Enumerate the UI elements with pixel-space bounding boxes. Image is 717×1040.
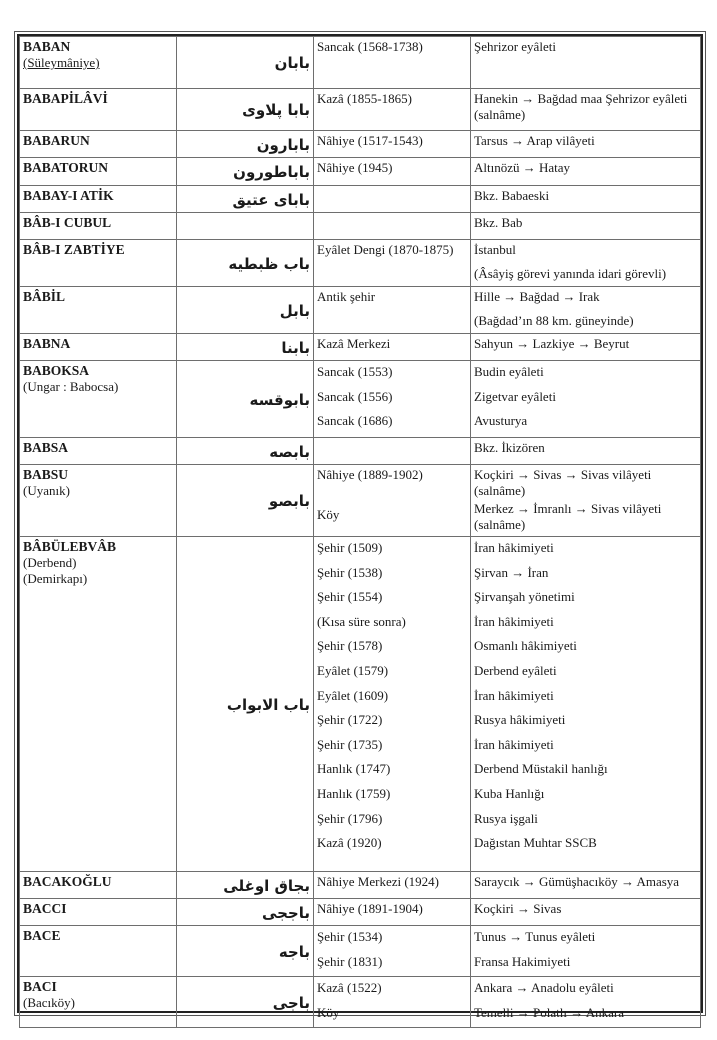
table-frame: [14, 31, 706, 1020]
notes-cell: [471, 37, 701, 89]
note: İran hâkimiyeti: [474, 613, 554, 629]
admin-type-cell: [314, 37, 471, 89]
note: (Âsâyiş görevi yanında idari görevli): [474, 266, 667, 281]
note: İstanbul: [474, 242, 516, 257]
ottoman-name-cell: بابای عتیق: [177, 186, 314, 213]
place-name: BÂB-I ZABTİYE: [23, 242, 125, 257]
note: Derbend Müstakil hanlığı: [474, 761, 608, 777]
admin-type: Nâhiye (1945): [317, 160, 393, 175]
admin-type: Köy: [317, 1004, 340, 1020]
admin-type-cell: [314, 131, 471, 158]
ottoman-name-cell: بابنا: [177, 334, 314, 361]
admin-type: Sancak (1568-1738): [317, 39, 423, 54]
note: Zigetvar eyâleti: [474, 388, 556, 404]
place-name-cell: [20, 158, 177, 186]
table-row: [20, 537, 701, 872]
place-name-cell: [20, 186, 177, 213]
ottoman-name-cell: باب ظبطیه: [177, 240, 314, 287]
admin-type: Eyâlet (1579): [317, 662, 389, 678]
table-row: [20, 334, 701, 361]
place-name-cell: [20, 926, 177, 977]
note: Sahyun → Lazkiye → Beyrut: [474, 336, 630, 351]
admin-type: Kazâ (1522): [317, 980, 382, 996]
table-row: [20, 131, 701, 158]
admin-type-cell: [314, 89, 471, 131]
admin-type: Şehir (1722): [317, 712, 383, 728]
place-name-cell: [20, 89, 177, 131]
admin-type: Şehir (1796): [317, 810, 383, 826]
notes-cell: [471, 334, 701, 361]
notes-cell: [471, 899, 701, 926]
ottoman-name-cell: باجه: [177, 926, 314, 977]
admin-type: Şehir (1578): [317, 638, 383, 654]
admin-type-cell: [314, 926, 471, 977]
alternate-name: (Bacıköy): [23, 995, 75, 1011]
table-row: [20, 186, 701, 213]
place-name-cell: [20, 899, 177, 926]
ottoman-name-cell: بابل: [177, 287, 314, 334]
note: Osmanlı hâkimiyeti: [474, 638, 577, 654]
note: Temelli → Polatlı → Ankara: [474, 1004, 625, 1020]
note: Bkz. Bab: [474, 215, 523, 230]
note: (Bağdad’ın 88 km. güneyinde): [474, 313, 634, 328]
place-name-cell: [20, 213, 177, 240]
note: Avusturya: [474, 413, 528, 429]
notes-cell: [471, 240, 701, 287]
note: Fransa Hakimiyeti: [474, 953, 571, 969]
admin-type: Köy: [317, 507, 340, 522]
notes-cell: [471, 926, 701, 977]
ottoman-name-cell: [177, 213, 314, 240]
note: Bkz. Babaeski: [474, 188, 550, 203]
note: Bkz. İkizören: [474, 440, 545, 455]
place-name-cell: [20, 537, 177, 872]
admin-type: Sancak (1686): [317, 413, 393, 429]
notes-cell: [471, 213, 701, 240]
admin-type-cell: [314, 158, 471, 186]
place-name: BABNA: [23, 336, 71, 351]
note: Budin eyâleti: [474, 364, 544, 379]
place-name: BABOKSA: [23, 363, 90, 378]
place-name: BACCI: [23, 901, 67, 916]
admin-type: Kazâ (1920): [317, 835, 382, 851]
note: Şirvanşah yönetimi: [474, 589, 575, 605]
notes-cell: [471, 438, 701, 465]
note: Hanekin → Bağdad maa Şehrizor eyâleti (salnâme): [474, 91, 688, 122]
ottoman-name-cell: بابصه: [177, 438, 314, 465]
note: Rusya işgali: [474, 810, 538, 826]
place-name: BABARUN: [23, 133, 90, 148]
place-name-cell: [20, 361, 177, 438]
admin-type-cell: [314, 438, 471, 465]
admin-type: Hanlık (1759): [317, 785, 391, 801]
place-name-cell: [20, 287, 177, 334]
place-name: BÂBÜLEBVÂB: [23, 539, 117, 554]
place-name-cell: [20, 872, 177, 899]
note: İran hâkimiyeti: [474, 736, 554, 752]
admin-type: Şehir (1554): [317, 589, 383, 605]
notes-cell: [471, 872, 701, 899]
place-name: BACAKOĞLU: [23, 874, 112, 889]
admin-type: Şehir (1831): [317, 953, 383, 969]
table-row: [20, 37, 701, 89]
admin-type: Nâhiye (1517-1543): [317, 133, 423, 148]
place-name-cell: [20, 977, 177, 1028]
table-row: [20, 89, 701, 131]
place-name: BÂBİL: [23, 289, 66, 304]
alternate-name: (Derbend): [23, 555, 77, 570]
note: Ankara → Anadolu eyâleti: [474, 980, 614, 996]
admin-type: Eyâlet Dengi (1870-1875): [317, 242, 454, 257]
note: Dağıstan Muhtar SSCB: [474, 835, 597, 851]
admin-type-cell: [314, 899, 471, 926]
ottoman-name-cell: بجاق اوغلی: [177, 872, 314, 899]
admin-type: Şehir (1534): [317, 929, 383, 944]
admin-type-cell: [314, 465, 471, 537]
note: Şehrizor eyâleti: [474, 39, 556, 54]
table-row: [20, 899, 701, 926]
note: Koçkiri → Sivas: [474, 901, 562, 916]
place-name: BABATORUN: [23, 160, 109, 175]
note: Saraycık → Gümüşhacıköy → Amasya: [474, 874, 680, 889]
notes-cell: [471, 465, 701, 537]
place-name-cell: [20, 438, 177, 465]
admin-type-cell: [314, 537, 471, 872]
admin-type: Nâhiye (1891-1904): [317, 901, 423, 916]
table-row: [20, 240, 701, 287]
place-name: BÂB-I CUBUL: [23, 215, 112, 230]
note: Kuba Hanlığı: [474, 785, 545, 801]
place-name-cell: [20, 37, 177, 89]
place-name-cell: [20, 465, 177, 537]
place-name: BABAPİLÂVİ: [23, 91, 108, 106]
admin-type: Nâhiye (1889-1902): [317, 467, 423, 482]
admin-type: Kazâ (1855-1865): [317, 91, 412, 106]
admin-type: Nâhiye Merkezi (1924): [317, 874, 440, 889]
ottoman-name-cell: باب الابواب: [177, 537, 314, 872]
place-name-cell: [20, 334, 177, 361]
alternate-name: (Demirkapı): [23, 571, 88, 586]
ottoman-name-cell: بابا پلاوی: [177, 89, 314, 131]
admin-type-cell: [314, 186, 471, 213]
note: İran hâkimiyeti: [474, 687, 554, 703]
notes-cell: [471, 361, 701, 438]
ottoman-name-cell: بابان: [177, 37, 314, 89]
notes-cell: [471, 287, 701, 334]
table-frame-inner: [17, 34, 703, 1020]
admin-type-cell: [314, 213, 471, 240]
place-name: BACE: [23, 928, 61, 943]
admin-type: Şehir (1509): [317, 540, 383, 555]
place-name-cell: [20, 240, 177, 287]
table-row: [20, 361, 701, 438]
notes-cell: [471, 89, 701, 131]
admin-type: (Kısa süre sonra): [317, 613, 406, 629]
admin-type: Hanlık (1747): [317, 761, 391, 777]
admin-type-cell: [314, 334, 471, 361]
note: Altınözü → Hatay: [474, 160, 571, 175]
admin-type: Antik şehir: [317, 289, 376, 304]
notes-cell: [471, 158, 701, 186]
table-row: [20, 465, 701, 537]
table-row: [20, 438, 701, 465]
alternate-name: (Uyanık): [23, 483, 70, 498]
admin-type: Sancak (1553): [317, 364, 393, 379]
alternate-name: (Süleymâniye): [23, 55, 100, 70]
note: Derbend eyâleti: [474, 662, 557, 678]
table-row: [20, 158, 701, 186]
admin-type-cell: [314, 977, 471, 1028]
place-name-cell: [20, 131, 177, 158]
table-row: [20, 977, 701, 1028]
table-row: [20, 287, 701, 334]
admin-type: Sancak (1556): [317, 388, 393, 404]
note: Merkez → İmranlı → Sivas vilâyeti (salnâme): [474, 501, 662, 532]
alternate-name: (Ungar : Babocsa): [23, 379, 119, 394]
notes-cell: [471, 186, 701, 213]
place-name: BABAY-I ATİK: [23, 188, 114, 203]
ottoman-name-cell: باباطورون: [177, 158, 314, 186]
place-name: BACI: [23, 979, 57, 995]
note: Rusya hâkimiyeti: [474, 712, 566, 728]
notes-cell: [471, 977, 701, 1028]
notes-cell: [471, 537, 701, 872]
table-row: [20, 213, 701, 240]
admin-type: Şehir (1735): [317, 736, 383, 752]
place-name: BABSU: [23, 467, 69, 482]
admin-type-cell: [314, 287, 471, 334]
ottoman-name-cell: باجی: [177, 977, 314, 1028]
note: Koçkiri → Sivas → Sivas vilâyeti (salnâme): [474, 467, 652, 498]
admin-type-cell: [314, 361, 471, 438]
admin-type-cell: [314, 872, 471, 899]
ottoman-name-cell: بابوقسه: [177, 361, 314, 438]
admin-type: Eyâlet (1609): [317, 687, 389, 703]
note: Tarsus → Arap vilâyeti: [474, 133, 595, 148]
place-name: BABSA: [23, 440, 69, 455]
admin-type: Kazâ Merkezi: [317, 336, 391, 351]
table-row: [20, 926, 701, 977]
admin-type-cell: [314, 240, 471, 287]
gazetteer-table: [19, 36, 701, 1028]
note: İran hâkimiyeti: [474, 540, 554, 555]
ottoman-name-cell: باججی: [177, 899, 314, 926]
admin-type: Şehir (1538): [317, 564, 383, 580]
note: Hille → Bağdad → Irak: [474, 289, 600, 304]
ottoman-name-cell: بابصو: [177, 465, 314, 537]
ottoman-name-cell: بابارون: [177, 131, 314, 158]
place-name: BABAN: [23, 39, 71, 54]
table-row: [20, 872, 701, 899]
note: Şirvan → İran: [474, 564, 549, 580]
note: Tunus → Tunus eyâleti: [474, 929, 596, 944]
notes-cell: [471, 131, 701, 158]
